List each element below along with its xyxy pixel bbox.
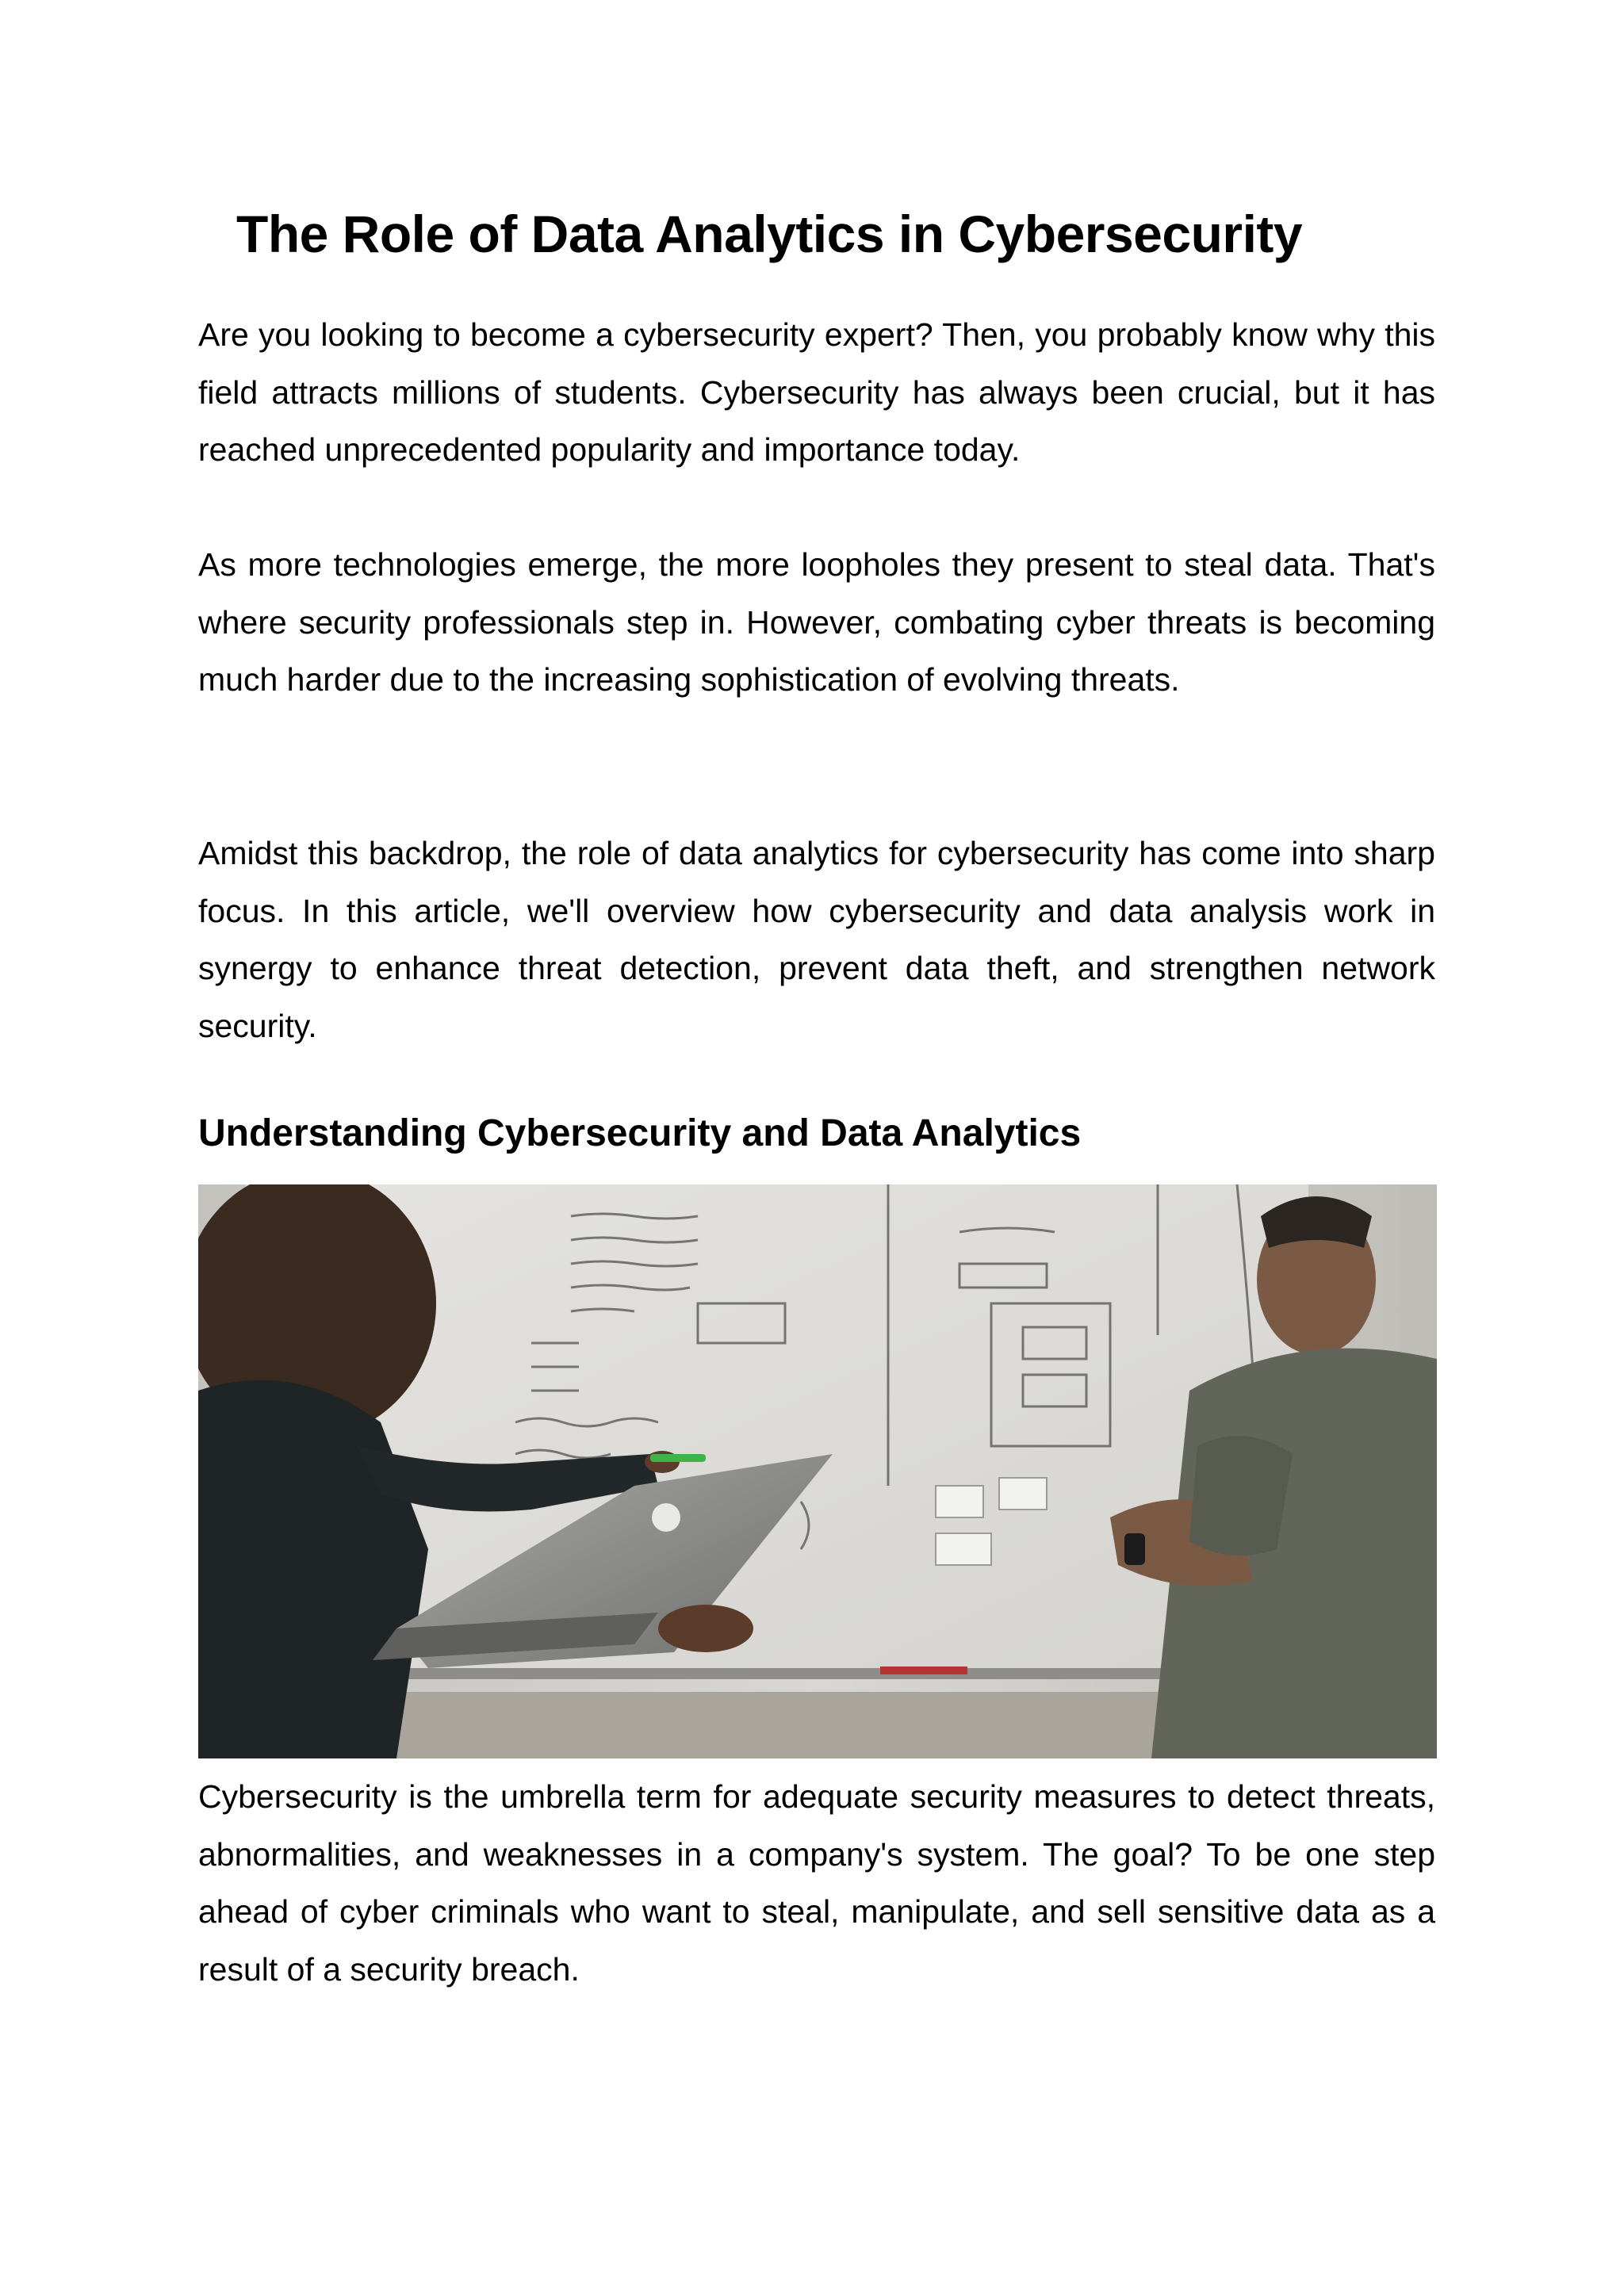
page-title: The Role of Data Analytics in Cybersecurity <box>236 205 1303 263</box>
section-paragraph: Cybersecurity is the umbrella term for adequate security measures to detect threats, abnormalities, and weaknesses in a company's system. The goal? To be one step ahead of cyber criminals who want to steal, manipulate, and sell sensitive data as a result of a security breach. <box>198 1778 1435 1988</box>
intro-paragraph-1: Are you looking to become a cybersecurity expert? Then, you probably know why this field attracts millions of students. Cybersecurity has always been crucial, but it has reached unprecedented popularity and importance today. <box>198 316 1435 468</box>
intro-paragraph-3: Amidst this backdrop, the role of data analytics for cybersecurity has come into sharp focus. In this article, we'll overview how cybersecurity and data analysis work in synergy to enhance threat detection, prevent data theft, and strengthen network security. <box>198 835 1435 1044</box>
intro-paragraph-2: As more technologies emerge, the more loopholes they present to steal data. That's where security professionals step in. However, combating cyber threats is becoming much harder due to the increasing sophistication of evolving threats. <box>198 546 1435 698</box>
whiteboard-photo <box>198 1184 1437 1758</box>
section-heading: Understanding Cybersecurity and Data Analytics <box>198 1112 1082 1154</box>
